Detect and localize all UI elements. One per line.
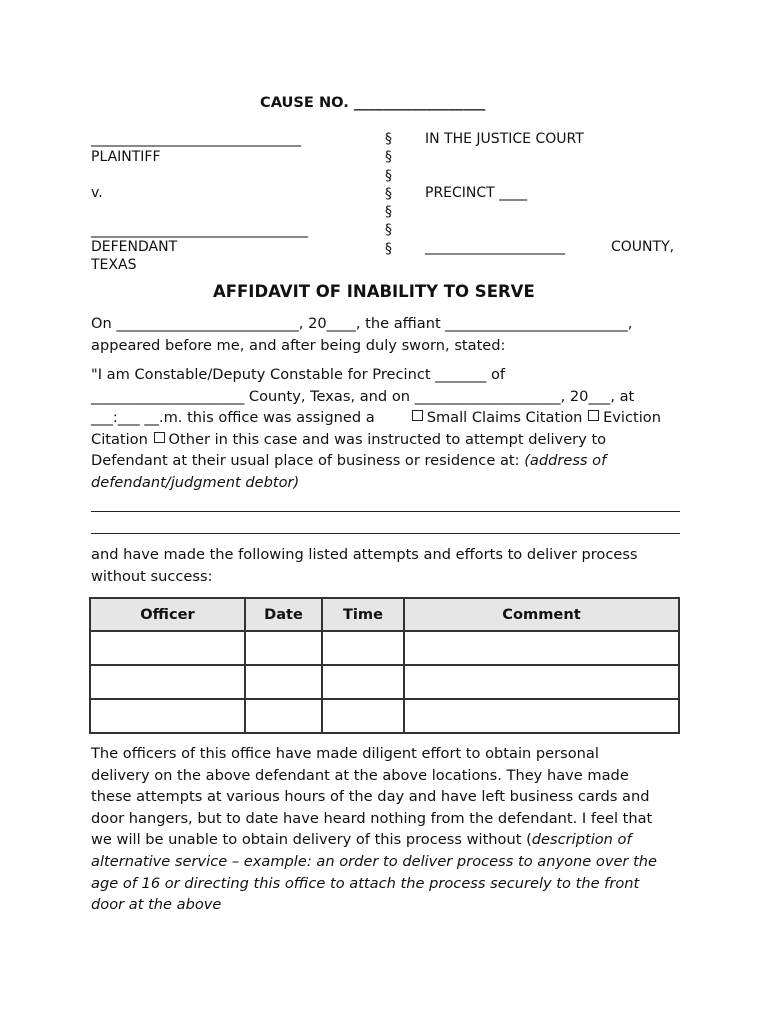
closing-line: these attempts at various hours of the day and have left business cards and [91,788,650,806]
alt-service-instruction: description of [531,831,632,849]
header-comment: Comment [404,598,679,631]
alt-service-line: age of 16 or directing this office to attach the process securely to the front [91,874,640,892]
section-symbol-column [385,130,399,258]
attempts-paragraph [91,544,681,587]
defendant-label: DEFENDANT [91,239,178,255]
versus-label: v. [91,185,103,201]
defendant-blank-line: _______________________________ [91,222,308,238]
intro-line: appeared before me, and after being duly sworn, stated: [91,336,506,354]
attempts-line: without success: [91,567,213,585]
county-label: COUNTY, [611,239,675,255]
document-title: AFFIDAVIT OF INABILITY TO SERVE [213,282,535,301]
other-text: Other in this case and was instructed to attempt delivery to [168,430,607,448]
closing-line: door hangers, but to date have heard nothing from the defendant. I feel that [91,809,653,827]
assigned-text: ___:___ __.m. this office was assigned a [91,409,375,427]
comment-cell[interactable] [404,699,679,733]
residence-text: Defendant at their usual place of business or residence at: [91,452,525,470]
statement-paragraph [91,364,681,494]
cause-number: CAUSE NO. __________________ [260,94,486,111]
section-symbol: § [385,222,392,239]
table-row [90,699,679,733]
plaintiff-label: PLAINTIFF [91,149,161,165]
date-cell[interactable] [245,631,322,665]
eviction-checkbox[interactable] [588,410,599,421]
statement-line [91,429,681,451]
officer-cell[interactable] [90,665,245,699]
plaintiff-blank-line: ______________________________ [91,131,301,147]
alt-service-line: alternative service – example: an order to deliver process to anyone over the [91,852,658,870]
county-blank-line: ____________________ [425,239,565,255]
section-symbol: § [385,240,392,257]
section-symbol: § [385,131,392,147]
header-time: Time [322,598,404,631]
header-date: Date [245,598,322,631]
closing-paragraph [91,743,681,916]
small-claims-checkbox[interactable] [412,410,423,421]
header-officer: Officer [90,598,245,631]
comment-cell[interactable] [404,665,679,699]
date-cell[interactable] [245,699,322,733]
intro-line: On _________________________, 20____, the affiant _________________________, [91,315,633,332]
statement-line [91,450,681,472]
debtor-instruction: defendant/judgment debtor) [91,473,300,491]
citation-text: Citation [91,430,148,448]
eviction-label: Eviction [603,409,661,427]
closing-line: The officers of this office have made diligent effort to obtain personal [91,745,599,762]
closing-line: delivery on the above defendant at the above locations. They have made [91,766,629,784]
address-line-2[interactable] [91,533,680,534]
officer-cell[interactable] [90,699,245,733]
comment-cell[interactable] [404,631,679,665]
table-row [90,631,679,665]
court-label: IN THE JUSTICE COURT [425,131,584,147]
date-cell[interactable] [245,665,322,699]
statement-line [91,407,681,429]
address-instruction: (address of [524,452,607,470]
table-header-row [90,598,679,631]
section-symbol: § [385,204,392,221]
time-cell[interactable] [322,631,404,665]
section-symbol: § [385,185,392,202]
statement-line: "I am Constable/Deputy Constable for Precinct _______ of [91,366,506,383]
time-cell[interactable] [322,665,404,699]
section-symbol: § [385,167,392,184]
closing-line [91,829,681,851]
officer-cell[interactable] [90,631,245,665]
texas-label: TEXAS [91,257,137,273]
small-claims-label: Small Claims Citation [426,409,583,427]
time-cell[interactable] [322,699,404,733]
precinct-label: PRECINCT ____ [425,185,528,201]
statement-line: _____________________ County, Texas, and on ____________________, 20___, at [91,387,635,405]
table-row [90,665,679,699]
attempts-table [89,597,680,734]
alt-service-line: door at the above [91,896,222,914]
section-symbol: § [385,149,392,166]
other-checkbox[interactable] [154,432,165,443]
attempts-line: and have made the following listed attempts and efforts to deliver process [91,546,638,563]
intro-paragraph [91,313,681,356]
address-line-1[interactable] [91,511,680,512]
closing-text: we will be unable to obtain delivery of this process without ( [91,831,532,849]
